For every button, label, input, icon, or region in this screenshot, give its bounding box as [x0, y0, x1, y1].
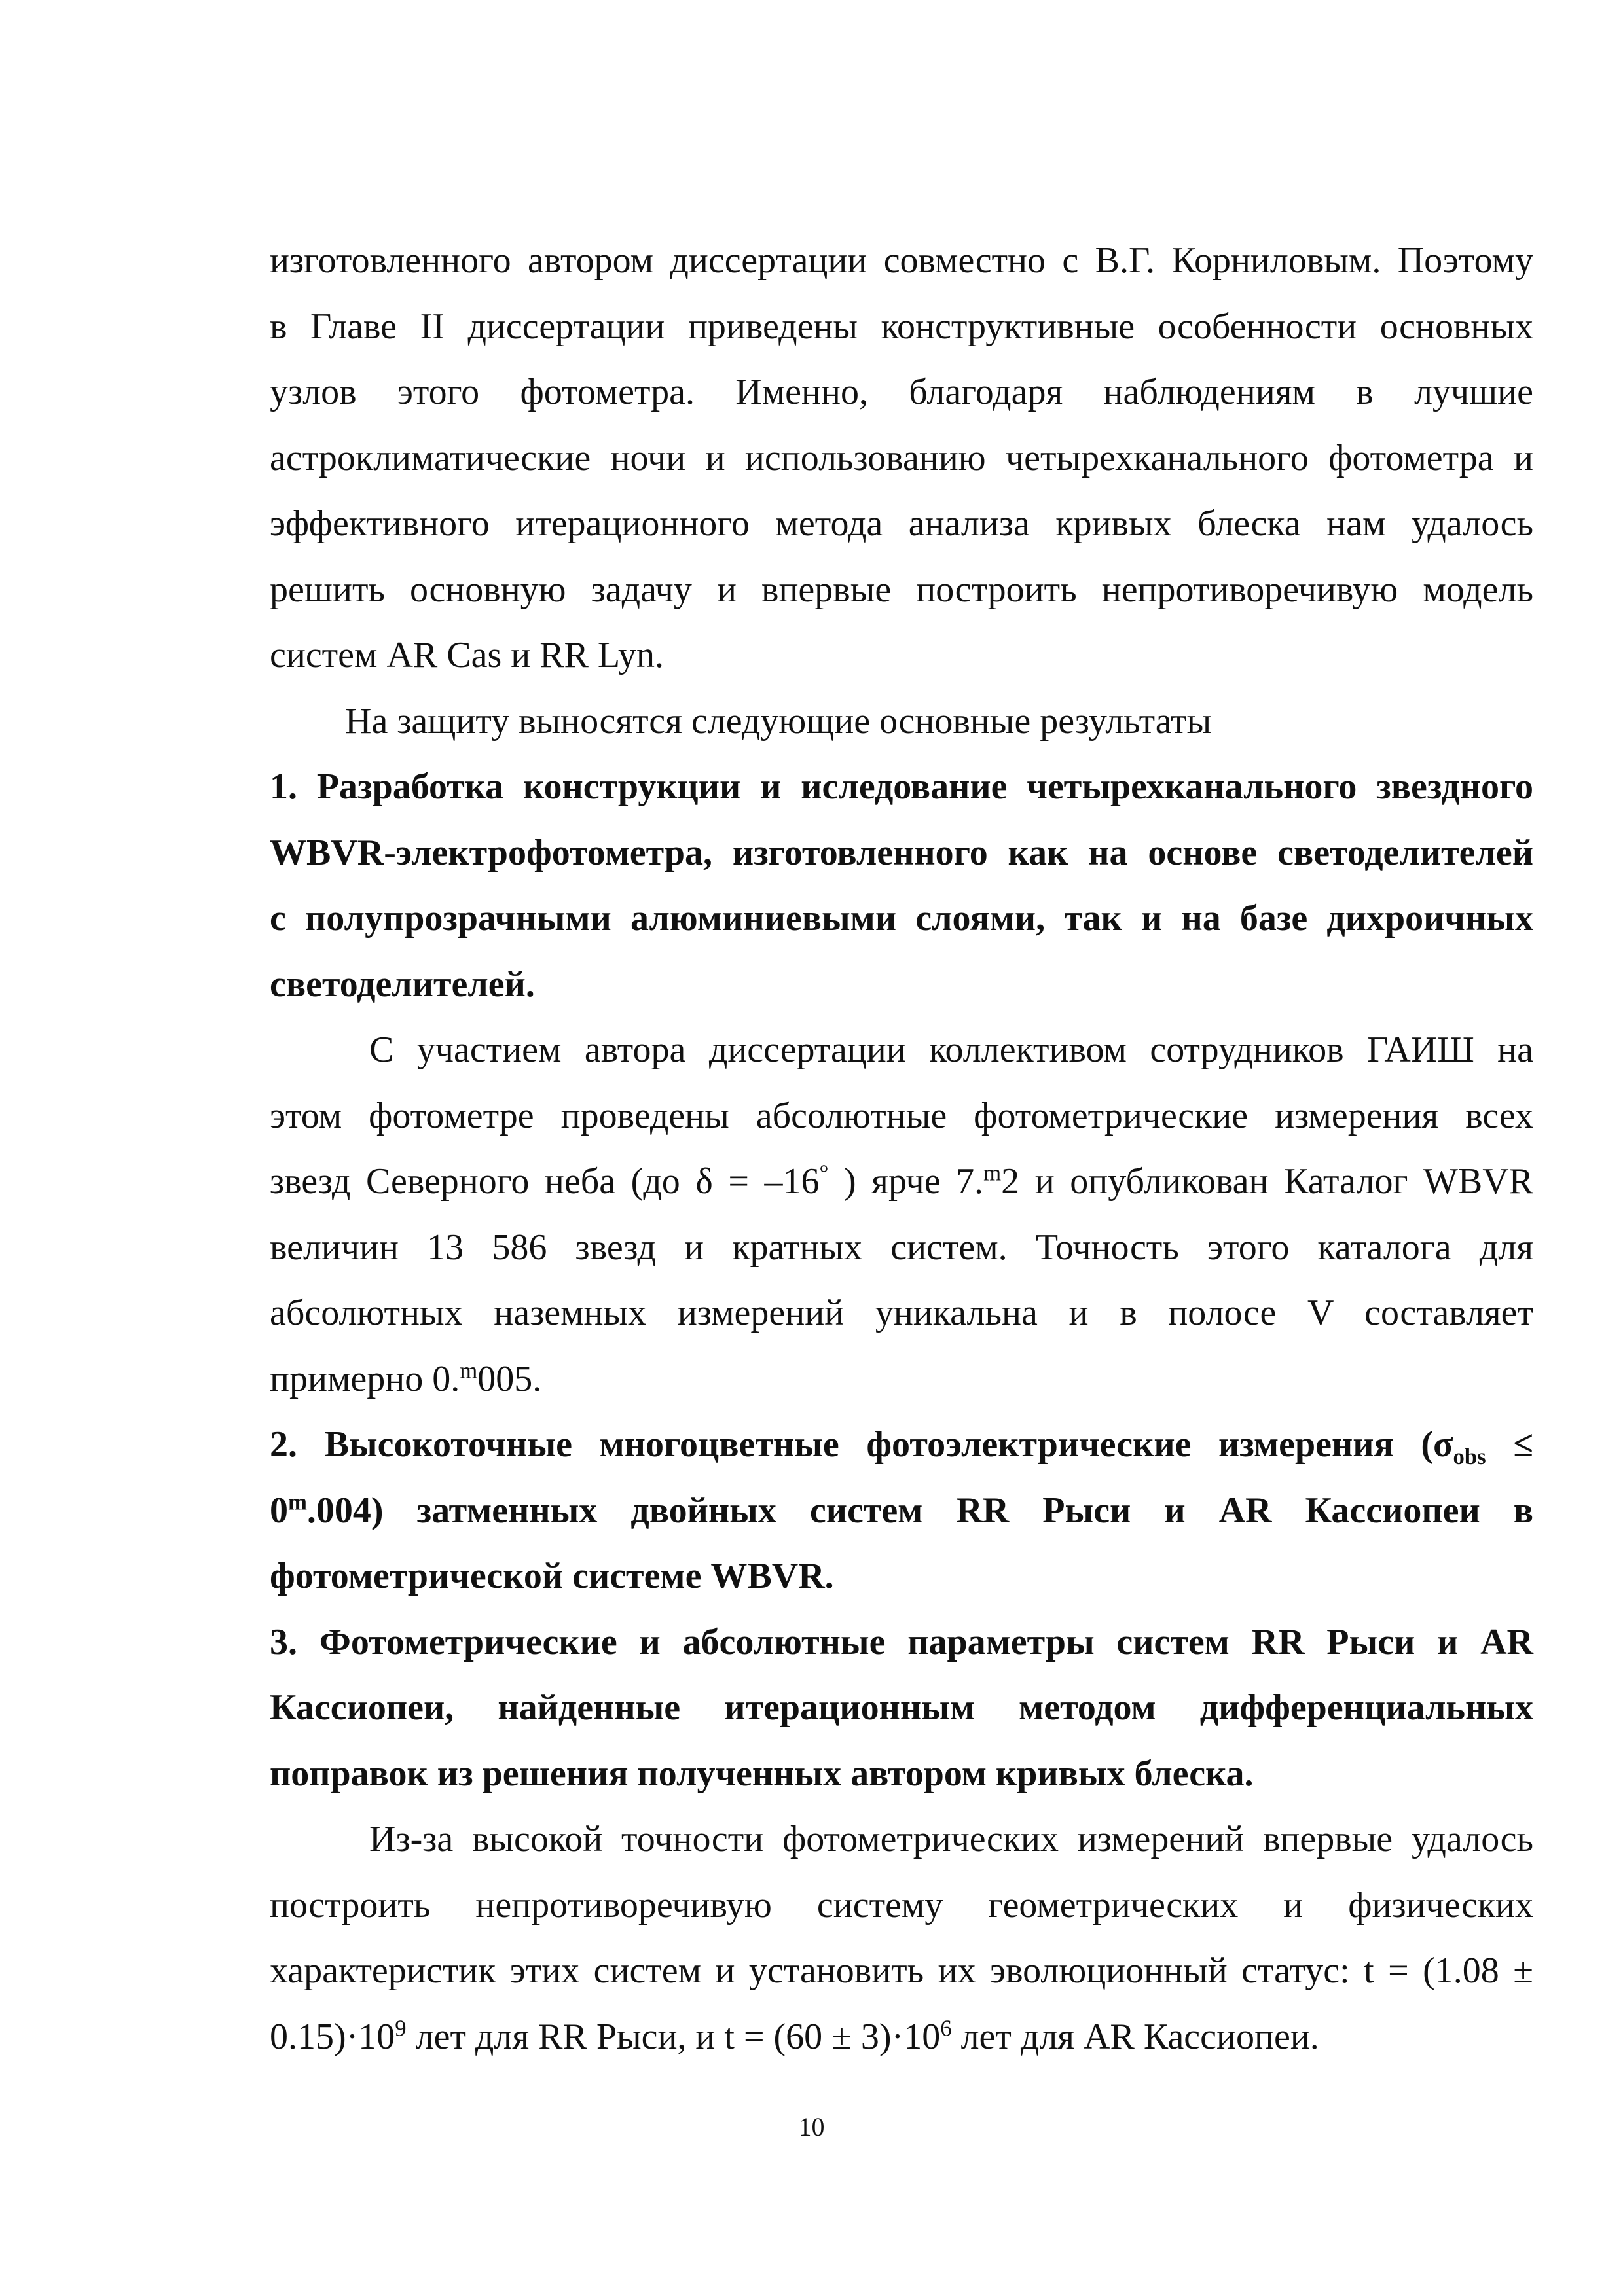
text-line: 3. Фотометрические и абсолютные параметры систем RR Рыси и AR [270, 1621, 1533, 1662]
text-line: величин 13 586 звезд и кратных систем. Точность этого каталога для [270, 1227, 1533, 1268]
magnitude-superscript: m [460, 1357, 478, 1383]
text-line: систем AR Cas и RR Lyn. [270, 635, 665, 675]
text-segment: .004) затменных двойных систем RR Рыси и AR Кассиопеи в [306, 1490, 1533, 1531]
text-line: с полупрозрачными алюминиевыми слоями, так и на базе дихроичных [270, 898, 1533, 939]
text-segment: ≤ [1486, 1424, 1533, 1465]
text-line: абсолютных наземных измерений уникальна и в полосе V составляет [270, 1293, 1533, 1333]
text-line: узлов этого фотометра. Именно, благодаря наблюдениям в лучшие [270, 372, 1533, 412]
result-3 [270, 1609, 1533, 1807]
text-line: поправок из решения полученных автором кривых блеска. [270, 1753, 1254, 1794]
result-1 [270, 754, 1533, 1017]
text-line [270, 1149, 1533, 1215]
text-segment: 0.15)·10 [270, 2016, 395, 2057]
paragraph-catalog [270, 1017, 1533, 1412]
magnitude-superscript: m [983, 1160, 1002, 1186]
paragraph-results-intro [270, 689, 1533, 755]
text-line: этом фотометре проведены абсолютные фотометрические измерения всех [270, 1095, 1533, 1136]
degree-sign: ° [819, 1160, 829, 1186]
text-line [270, 1478, 1533, 1544]
text-segment: лет для AR Кассиопеи. [951, 2016, 1319, 2057]
text-line: 1. Разработка конструкции и иследование четырехканального звездного [270, 766, 1533, 807]
paragraph-evolution [270, 1806, 1533, 2070]
text-line: фотометрической системе WBVR. [270, 1556, 834, 1596]
text-segment: лет для RR Рыси, и t = (60 ± 3)·10 [406, 2016, 941, 2057]
text-line [270, 1412, 1533, 1478]
text-segment: 0 [270, 1490, 288, 1531]
text-line [270, 2004, 1533, 2070]
text-line: в Главе II диссертации приведены конструктивные особенности основных [270, 306, 1533, 347]
text-line: изготовленного автором диссертации совместно с В.Г. Корниловым. Поэтому [270, 240, 1533, 281]
text-segment: 2. Высокоточные многоцветные фотоэлектрические измерения (σ [270, 1424, 1453, 1465]
text-line: эффективного итерационного метода анализа кривых блеска нам удалось [270, 503, 1533, 544]
exponent: 6 [940, 2015, 952, 2041]
result-2 [270, 1412, 1533, 1609]
text-segment: ) ярче 7. [828, 1161, 984, 1202]
text-line: построить непротиворечивую систему геометрических и физических [270, 1884, 1533, 1926]
body-text [270, 228, 1533, 2070]
text-segment: 005. [477, 1358, 542, 1399]
exponent: 9 [395, 2015, 407, 2041]
text-line: характеристик этих систем и установить их эволюционный статус: t = (1.08 ± [270, 1950, 1533, 1991]
text-line: астроклиматические ночи и использованию четырехканального фотометра и [270, 437, 1533, 478]
text-line: С участием автора диссертации коллективом сотрудников ГАИШ на [369, 1030, 1533, 1070]
text-line: светоделителей. [270, 963, 535, 1005]
text-segment: 2 и опубликован Каталог WBVR [1001, 1161, 1534, 1202]
obs-subscript: obs [1453, 1444, 1486, 1470]
page-number: 10 [798, 2112, 825, 2142]
text-line: Кассиопеи, найденные итерационным методом дифференциальных [270, 1687, 1533, 1728]
text-line: На защиту выносятся следующие основные результаты [345, 700, 1212, 742]
paragraph-intro [270, 228, 1533, 689]
text-line [270, 1346, 1533, 1412]
text-segment: звезд Северного неба (до δ = –16 [270, 1161, 820, 1202]
text-line: решить основную задачу и впервые построить непротиворечивую модель [270, 569, 1533, 610]
text-line: WBVR-электрофотометра, изготовленного как на основе светоделителей [270, 832, 1533, 873]
magnitude-superscript: m [288, 1488, 307, 1515]
text-line: Из-за высокой точности фотометрических измерений впервые удалось [369, 1819, 1533, 1859]
text-segment: примерно 0. [270, 1358, 460, 1399]
